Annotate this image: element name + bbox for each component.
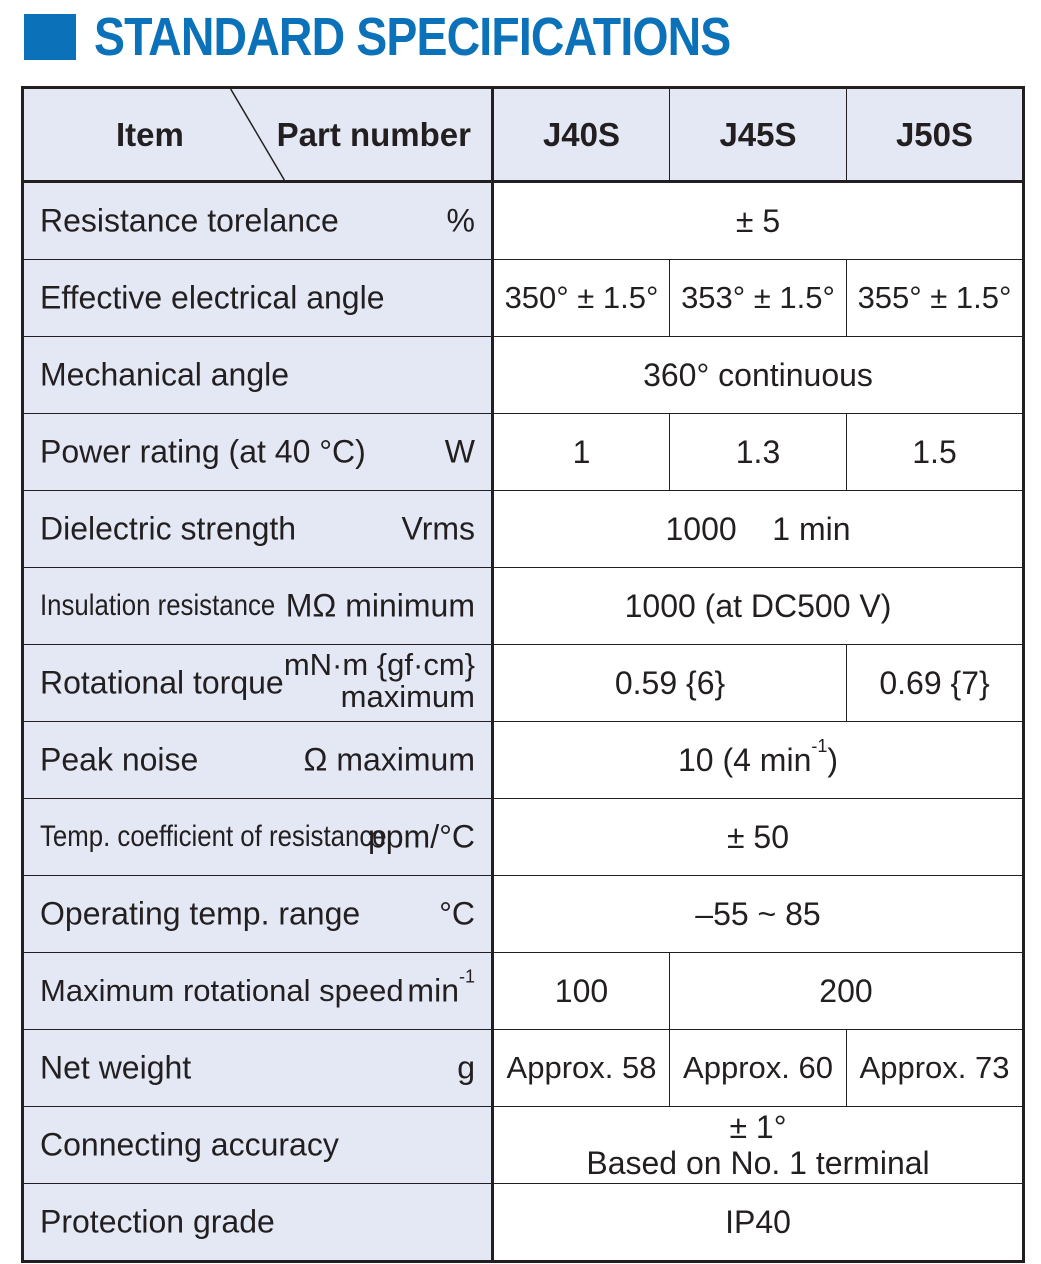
row-name: Net weight <box>40 1049 192 1086</box>
page-header <box>24 6 1024 66</box>
row-value: IP40 <box>493 1184 1024 1262</box>
row-label-cell <box>23 722 493 799</box>
title-square-mark <box>24 14 76 60</box>
row-value-j45s-j50s: 200 <box>670 953 1024 1030</box>
row-label-cell <box>23 337 493 414</box>
row-label-cell <box>23 953 493 1030</box>
header-model-j50s: J50S <box>847 88 1024 182</box>
row-unit: MΩ minimum <box>285 587 475 624</box>
header-model-j45s: J45S <box>670 88 847 182</box>
table-row <box>23 722 1024 799</box>
row-value-j50s: 1.5 <box>847 414 1024 491</box>
row-unit: % <box>446 202 475 239</box>
row-unit <box>284 649 475 713</box>
table-row <box>23 1107 1024 1184</box>
row-name: Rotational torque <box>40 664 284 701</box>
row-unit-text: min <box>407 972 459 1009</box>
table-header-row <box>23 88 1024 182</box>
row-unit: Vrms <box>401 510 475 547</box>
row-value: –55 ~ 85 <box>493 876 1024 953</box>
row-name: Mechanical angle <box>40 356 290 393</box>
row-label-cell <box>23 645 493 722</box>
table-row <box>23 953 1024 1030</box>
header-item-part-cell <box>23 88 493 182</box>
row-value-text: 10 (4 min <box>677 741 812 778</box>
row-name: Effective electrical angle <box>40 279 385 316</box>
row-label-cell <box>23 1030 493 1107</box>
row-name: Peak noise <box>40 741 199 778</box>
row-value-j45s: 1.3 <box>670 414 847 491</box>
row-name: Temp. coefficient of resistance <box>40 820 387 853</box>
table-row <box>23 799 1024 876</box>
row-label-cell <box>23 1184 493 1262</box>
row-unit: g <box>457 1049 475 1086</box>
row-label-cell <box>23 182 493 260</box>
row-unit-line1: mN·m {gf·cm} <box>283 647 475 682</box>
page-title: STANDARD SPECIFICATIONS <box>94 7 731 67</box>
row-label-cell <box>23 491 493 568</box>
row-label-cell <box>23 414 493 491</box>
table-row <box>23 337 1024 414</box>
row-value-j40s: 350° ± 1.5° <box>493 260 670 337</box>
row-label-cell <box>23 799 493 876</box>
row-value-j50s: Approx. 73 <box>847 1030 1024 1107</box>
row-label-cell <box>23 1107 493 1184</box>
row-name: Dielectric strength <box>40 510 297 547</box>
row-value: ± 50 <box>493 799 1024 876</box>
row-value-line1: ± 1° <box>729 1109 787 1145</box>
row-value-j40s: Approx. 58 <box>493 1030 670 1107</box>
row-unit-line2: maximum <box>340 679 475 714</box>
row-unit-superscript: -1 <box>458 966 475 987</box>
header-part-number-label: Part number <box>276 115 471 153</box>
row-value-j45s: Approx. 60 <box>670 1030 847 1107</box>
row-unit: Ω maximum <box>303 741 475 778</box>
row-name: Protection grade <box>40 1203 275 1240</box>
row-value: 1000 (at DC500 V) <box>493 568 1024 645</box>
row-name: Operating temp. range <box>40 895 361 932</box>
row-unit: W <box>444 433 475 470</box>
row-name: Power rating (at 40 °C) <box>40 433 366 470</box>
row-value <box>493 1107 1024 1184</box>
row-name: Connecting accuracy <box>40 1126 339 1163</box>
row-value-j40s-j45s: 0.59 {6} <box>493 645 847 722</box>
row-value-j40s: 100 <box>493 953 670 1030</box>
row-value-j50s: 0.69 {7} <box>847 645 1024 722</box>
table-row <box>23 414 1024 491</box>
table-row <box>23 1184 1024 1262</box>
row-name: Insulation resistance <box>40 589 276 622</box>
table-row <box>23 491 1024 568</box>
row-value-end: ) <box>827 741 839 778</box>
row-value-j50s: 355° ± 1.5° <box>847 260 1024 337</box>
row-label-cell <box>23 260 493 337</box>
row-value <box>493 722 1024 799</box>
table-row <box>23 645 1024 722</box>
table-row <box>23 1030 1024 1107</box>
row-value: 1000 1 min <box>493 491 1024 568</box>
table-row <box>23 182 1024 260</box>
row-name: Maximum rotational speed <box>40 973 404 1008</box>
row-name: Resistance torelance <box>40 202 339 239</box>
row-label-cell <box>23 568 493 645</box>
specifications-table <box>21 86 1025 1263</box>
row-value-j45s: 353° ± 1.5° <box>670 260 847 337</box>
header-model-j40s: J40S <box>493 88 670 182</box>
row-unit: °C <box>439 895 475 932</box>
table-row <box>23 568 1024 645</box>
header-item-label: Item <box>116 115 184 153</box>
row-value-line2: Based on No. 1 terminal <box>586 1145 930 1181</box>
table-row <box>23 876 1024 953</box>
row-value-superscript: -1 <box>811 735 828 756</box>
table-row <box>23 260 1024 337</box>
row-label-cell <box>23 876 493 953</box>
row-value: 360° continuous <box>493 337 1024 414</box>
row-unit: ppm/°C <box>367 818 475 855</box>
row-value: ± 5 <box>493 182 1024 260</box>
row-unit <box>407 966 475 1010</box>
row-value-j40s: 1 <box>493 414 670 491</box>
